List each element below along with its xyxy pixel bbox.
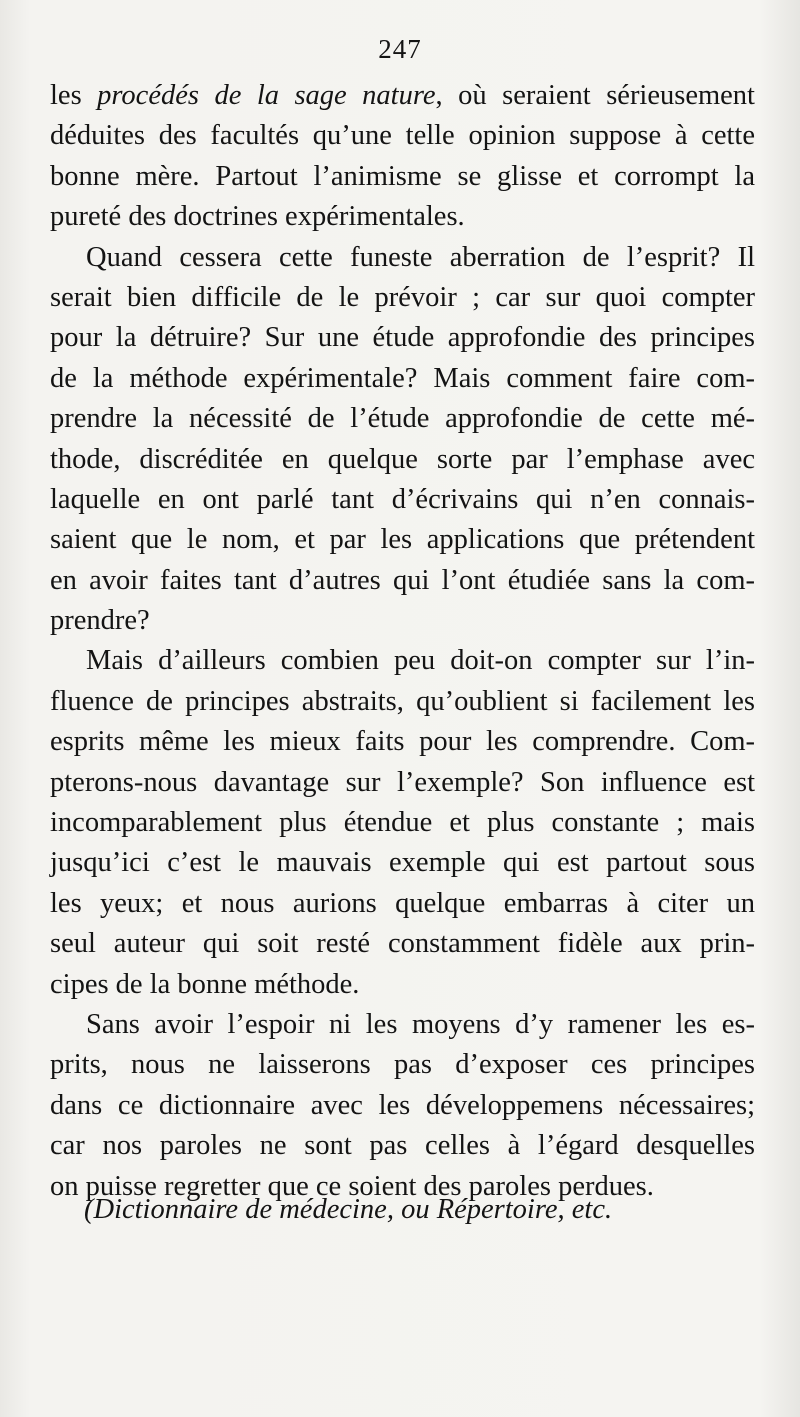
text-line: seul auteur qui soit resté constamment fidèle aux prin- bbox=[50, 928, 755, 960]
text-line: prendre? bbox=[50, 605, 150, 637]
text-line: incomparablement plus étendue et plus constante ; mais bbox=[50, 807, 755, 839]
text-line: esprits même les mieux faits pour les comprendre. Com- bbox=[50, 726, 755, 758]
text-line: prits, nous ne laisserons pas d’exposer ces principes bbox=[50, 1049, 755, 1081]
text-line: serait bien difficile de le prévoir ; car sur quoi compter bbox=[50, 281, 755, 313]
citation: (Dictionnaire de médecine, ou Répertoire, etc. bbox=[84, 1194, 613, 1225]
text-line: car nos paroles ne sont pas celles à l’égard desquelles bbox=[50, 1130, 755, 1162]
text-line: bonne mère. Partout l’animisme se glisse et corrompt la bbox=[50, 160, 755, 192]
text-line: laquelle en ont parlé tant d’écrivains qui n’en connais- bbox=[50, 483, 755, 515]
text-line: de la méthode expérimentale? Mais comment faire com- bbox=[50, 362, 755, 394]
text-line: pour la détruire? Sur une étude approfondie des principes bbox=[50, 322, 755, 354]
text-line: les yeux; et nous aurions quelque embarras à citer un bbox=[50, 887, 755, 919]
text-line: pterons-nous davantage sur l’exemple? Son influence est bbox=[50, 766, 755, 798]
text-line: en avoir faites tant d’autres qui l’ont étudiée sans la com- bbox=[50, 564, 755, 596]
text-line: dans ce dictionnaire avec les développemens nécessaires; bbox=[50, 1089, 755, 1121]
page-number: 247 bbox=[378, 34, 422, 64]
text-line: thode, discréditée en quelque sorte par l’emphase avec bbox=[50, 443, 755, 475]
text-line: jusqu’ici c’est le mauvais exemple qui est partout sous bbox=[50, 847, 755, 879]
text-line: déduites des facultés qu’une telle opinion suppose à cette bbox=[50, 120, 755, 152]
text-line: on puisse regretter que ce soient des paroles perdues. bbox=[50, 1170, 654, 1202]
text-line: pureté des doctrines expérimentales. bbox=[50, 201, 465, 233]
text-line: saient que le nom, et par les applications que prétendent bbox=[50, 524, 755, 556]
text-line: fluence de principes abstraits, qu’oublient si facilement les bbox=[50, 685, 755, 717]
text-line: cipes de la bonne méthode. bbox=[50, 968, 360, 1000]
body-text bbox=[50, 76, 755, 1207]
text-line: Mais d’ailleurs combien peu doit-on compter sur l’in- bbox=[86, 645, 755, 677]
text-line: Quand cessera cette funeste aberration de l’esprit? Il bbox=[86, 241, 755, 273]
text-line: Sans avoir l’espoir ni les moyens d’y ramener les es- bbox=[86, 1008, 755, 1040]
text-line: prendre la nécessité de l’étude approfondie de cette mé- bbox=[50, 403, 755, 435]
text-line: les procédés de la sage nature, où seraient sérieusement bbox=[50, 80, 755, 111]
